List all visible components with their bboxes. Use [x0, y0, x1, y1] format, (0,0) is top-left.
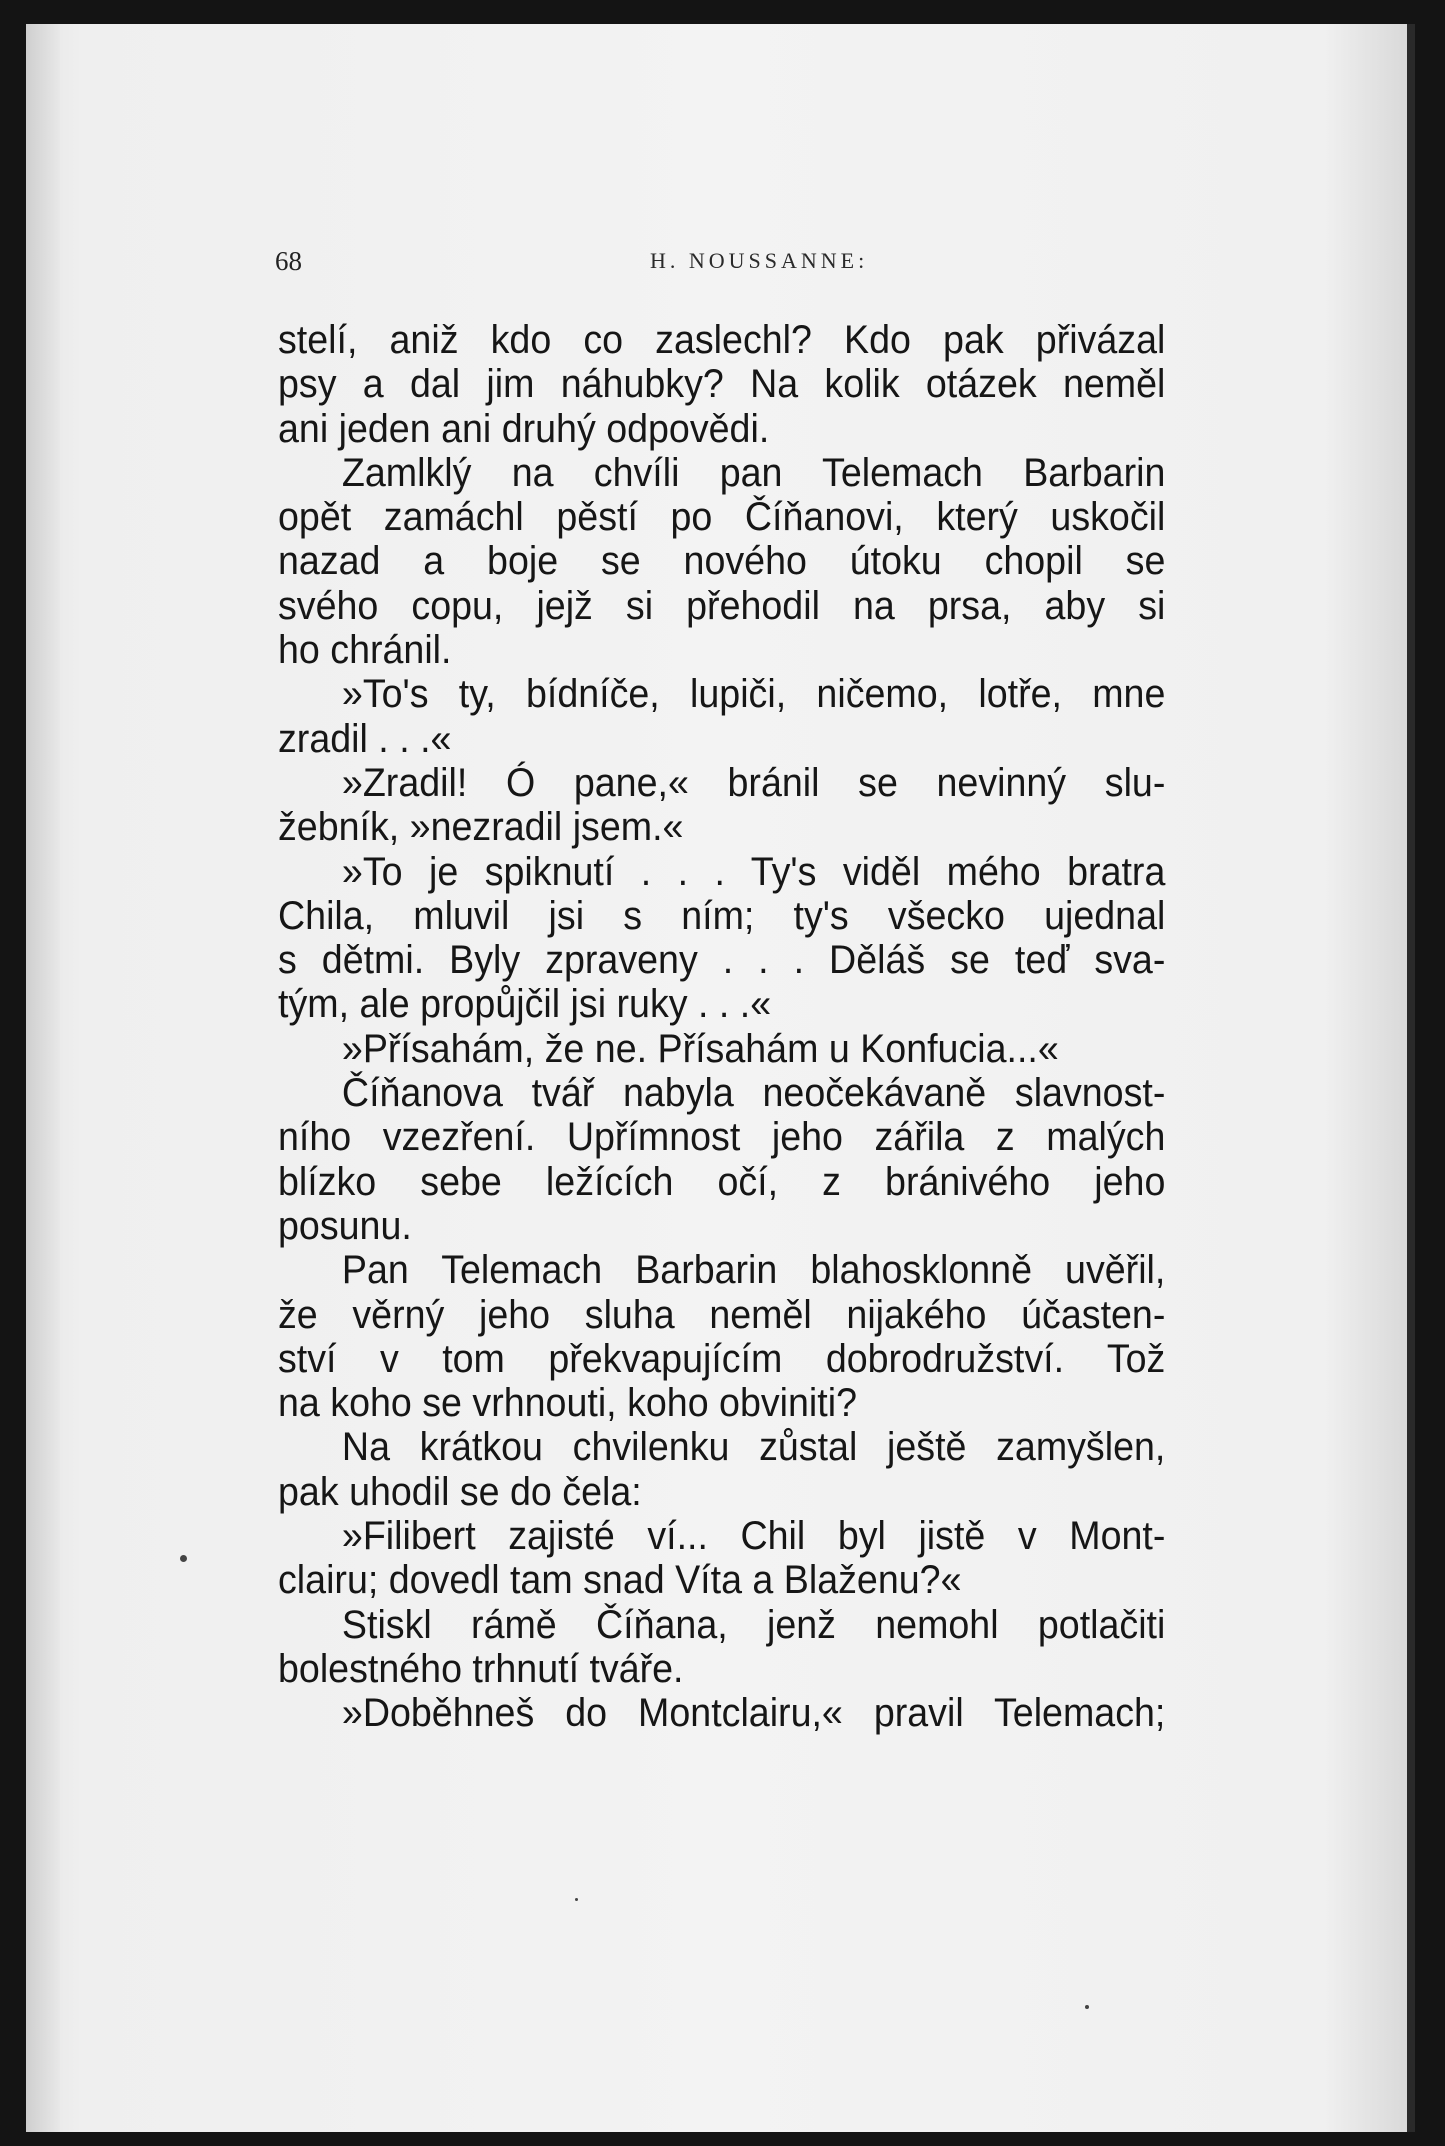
text-line: posunu. — [278, 1203, 412, 1248]
text-line: opět zamáchl pěstí po Číňanovi, který uskočil — [278, 495, 1166, 540]
text-line: »Zradil! Ó pane,« bránil se nevinný slu- — [341, 760, 1166, 805]
text-line: tým, ale propůjčil jsi ruky . . .« — [278, 982, 772, 1027]
running-head: H. NOUSSANNE: — [650, 248, 869, 273]
text-line: ství v tom překvapujícím dobrodružství. Tož — [278, 1336, 1166, 1381]
ink-speck — [1085, 2005, 1089, 2009]
text-line: s dětmi. Byly zpraveny . . . Děláš se teď sva- — [278, 938, 1166, 983]
text-line: »To's ty, bídníče, lupiči, ničemo, lotře, mne — [341, 672, 1166, 717]
page-number: 68 — [275, 246, 302, 276]
text-line: blízko sebe ležících očí, z bránivého jeho — [278, 1159, 1166, 1204]
binding-gutter — [26, 24, 60, 2132]
text-line: svého copu, jejž si přehodil na prsa, aby si — [278, 583, 1166, 628]
text-line: »Přísahám, že ne. Přísahám u Konfucia...« — [341, 1026, 1059, 1071]
ink-speck — [575, 1898, 578, 1901]
page-header — [250, 246, 1230, 280]
text-line: »To je spiknutí . . . Ty's viděl mého bratra — [341, 849, 1166, 894]
text-line: »Filibert zajisté ví... Chil byl jistě v Mont- — [341, 1514, 1166, 1559]
text-line: Zamlklý na chvíli pan Telemach Barbarin — [341, 450, 1166, 495]
text-line: Pan Telemach Barbarin blahosklonně uvěřil, — [341, 1248, 1166, 1293]
text-line: nazad a boje se nového útoku chopil se — [278, 539, 1166, 584]
text-line: ho chránil. — [278, 628, 452, 673]
body-text — [278, 318, 1165, 1736]
text-line: že věrný jeho sluha neměl nijakého účasten- — [278, 1292, 1166, 1337]
text-line: žebník, »nezradil jsem.« — [278, 805, 684, 850]
text-line: na koho se vrhnouti, koho obviniti? — [278, 1381, 858, 1426]
text-line: Na krátkou chvilenku zůstal ještě zamyšlen, — [341, 1425, 1166, 1470]
text-line: ního vzezření. Upřímnost jeho zářila z malých — [278, 1115, 1166, 1160]
text-line: zradil . . .« — [278, 716, 452, 761]
text-line: clairu; dovedl tam snad Víta a Blaženu?« — [278, 1558, 962, 1603]
text-line: Číňanova tvář nabyla neočekávaně slavnost- — [341, 1071, 1166, 1116]
text-line: pak uhodil se do čela: — [278, 1469, 642, 1514]
text-line: Chila, mluvil jsi s ním; ty's všecko ujednal — [278, 893, 1166, 938]
text-line: Stiskl rámě Číňana, jenž nemohl potlačiti — [341, 1602, 1166, 1647]
text-line: »Doběhneš do Montclairu,« pravil Telemach; — [341, 1691, 1166, 1736]
text-line: ani jeden ani druhý odpovědi. — [278, 406, 770, 451]
text-line: bolestného trhnutí tváře. — [278, 1646, 684, 1691]
ink-speck — [180, 1555, 187, 1562]
text-line: stelí, aniž kdo co zaslechl? Kdo pak přivázal — [278, 318, 1166, 362]
text-line: psy a dal jim náhubky? Na kolik otázek neměl — [278, 362, 1166, 407]
